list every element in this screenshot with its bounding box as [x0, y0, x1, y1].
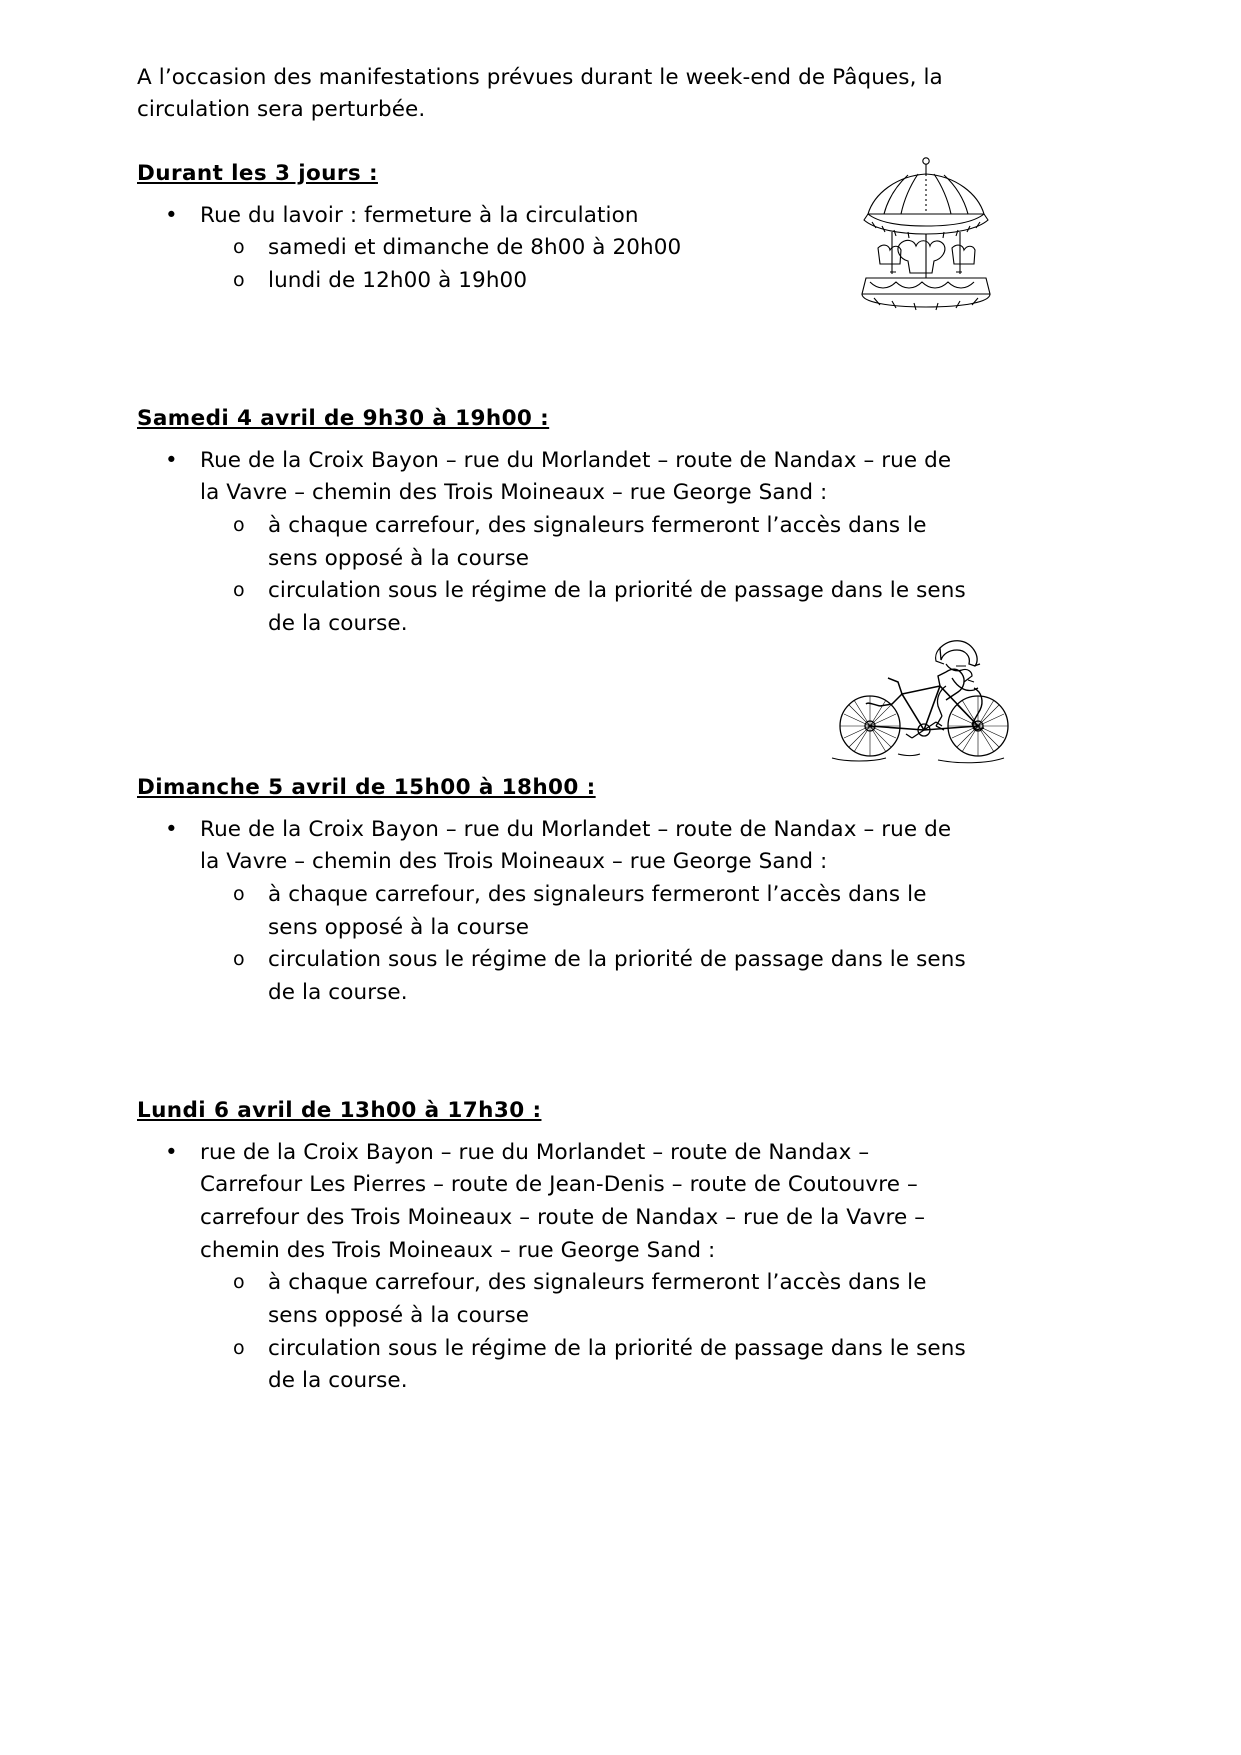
sub-list-item-label: circulation sous le régime de la priorité de passage dans le sens de la course. — [268, 578, 966, 636]
sub-list-item-label: à chaque carrefour, des signaleurs fermeront l’accès dans le sens opposé à la course — [268, 881, 927, 940]
spacer — [137, 298, 967, 372]
bullet-dot-icon: • — [165, 1139, 178, 1165]
carousel-illustration — [848, 152, 1004, 312]
list-item — [137, 1137, 967, 1398]
sub-list-item-label: circulation sous le régime de la priorité de passage dans le sens de la course. — [268, 947, 966, 1005]
circle-bullet-icon: o — [233, 268, 245, 291]
circle-bullet-icon: o — [233, 1271, 245, 1294]
circle-bullet-icon: o — [233, 513, 245, 536]
sub-list-item-label: à chaque carrefour, des signaleurs fermeront l’accès dans le sens opposé à la course — [268, 512, 927, 571]
section-heading-dimanche: Dimanche 5 avril de 15h00 à 18h00 : — [137, 774, 596, 800]
sub-list-item — [200, 944, 967, 1009]
bullet-list-durant-3-jours — [137, 200, 967, 298]
bullet-list-lundi — [137, 1137, 967, 1398]
sub-list-item — [200, 879, 967, 944]
section-heading-lundi: Lundi 6 avril de 13h00 à 17h30 : — [137, 1097, 542, 1123]
list-item-label: Rue du lavoir : fermeture à la circulation — [200, 202, 639, 228]
circle-bullet-icon: o — [233, 948, 245, 971]
intro-paragraph: A l’occasion des manifestations prévues durant le week-end de Pâques, la circulation sera perturbée. — [137, 65, 943, 123]
list-item-label: rue de la Croix Bayon – rue du Morlandet – route de Nandax – Carrefour Les Pierres – route de Jean-Denis – route de Coutouvre – carrefour des Trois Moineaux – route de Nandax – rue de la Vavre – chemin des Trois Moineaux – rue George Sand : — [200, 1139, 926, 1263]
sub-list-item-label: à chaque carrefour, des signaleurs fermeront l’accès dans le sens opposé à la course — [268, 1270, 927, 1328]
sub-list-item — [200, 1267, 967, 1332]
sub-list-item — [200, 1333, 967, 1398]
sub-list-item — [200, 510, 967, 575]
bullet-list-dimanche — [137, 814, 967, 1010]
circle-bullet-icon: o — [233, 236, 245, 259]
sub-list-item-label: lundi de 12h00 à 19h00 — [268, 267, 528, 293]
spacer — [137, 1010, 967, 1064]
list-item — [137, 814, 967, 1010]
sub-list — [200, 879, 967, 1010]
list-item-label: Rue de la Croix Bayon – rue du Morlandet – route de Nandax – rue de la Vavre – chemin des Trois Moineaux – rue George Sand : — [200, 816, 952, 875]
bullet-dot-icon: • — [165, 202, 178, 228]
sub-list-item-label: samedi et dimanche de 8h00 à 20h00 — [268, 235, 682, 261]
list-item-label: Rue de la Croix Bayon – rue du Morlandet – route de Nandax – rue de la Vavre – chemin des Trois Moineaux – rue George Sand : — [200, 447, 952, 506]
sub-list — [200, 1267, 967, 1398]
section-heading-durant-3-jours: Durant les 3 jours : — [137, 160, 378, 186]
circle-bullet-icon: o — [233, 1336, 245, 1359]
circle-bullet-icon: o — [233, 579, 245, 602]
bullet-dot-icon: • — [165, 447, 178, 473]
bullet-dot-icon: • — [165, 816, 178, 842]
circle-bullet-icon: o — [233, 882, 245, 905]
sub-list-item-label: circulation sous le régime de la priorité de passage dans le sens de la course. — [268, 1335, 966, 1394]
list-item — [137, 200, 967, 298]
section-heading-samedi: Samedi 4 avril de 9h30 à 19h00 : — [137, 405, 550, 431]
cyclist-illustration — [828, 608, 1018, 768]
